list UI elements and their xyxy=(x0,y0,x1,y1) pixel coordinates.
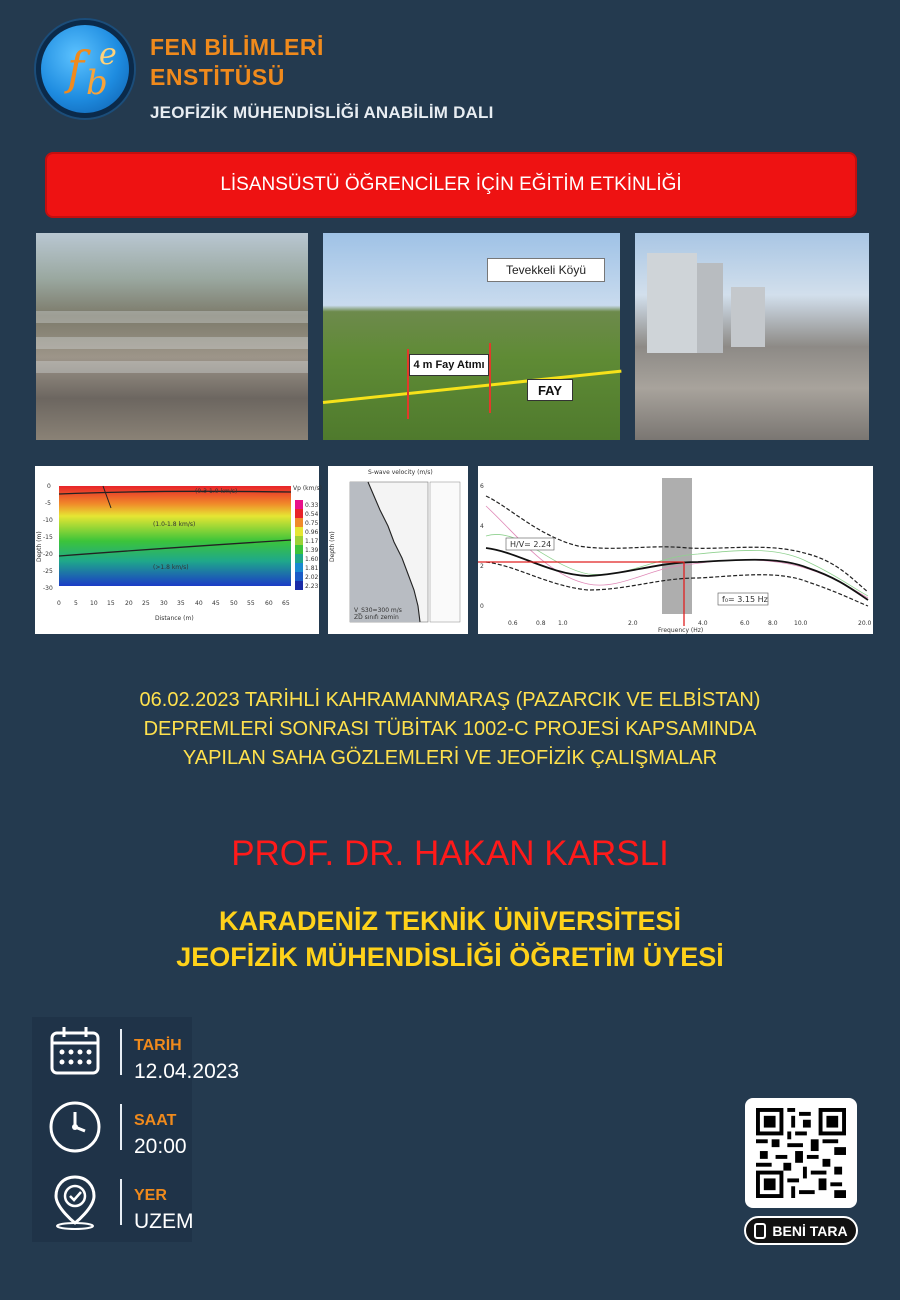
vs-profile-svg xyxy=(328,466,468,634)
building xyxy=(731,287,765,347)
x-tick: 0.8 xyxy=(536,620,546,627)
y-tick: -25 xyxy=(43,568,53,575)
velocity-section-svg xyxy=(35,466,322,634)
y-tick: -10 xyxy=(43,517,53,524)
x-tick: 10.0 xyxy=(794,620,808,627)
place-value: UZEM xyxy=(134,1210,194,1233)
calendar-icon xyxy=(46,1023,104,1081)
info-row-time xyxy=(32,1098,272,1168)
strata-band xyxy=(36,361,308,373)
project-line: YAPILAN SAHA GÖZLEMLERİ VE JEOFİZİK ÇALIŞMALAR xyxy=(182,747,718,769)
affiliation-line: KARADENİZ TEKNİK ÜNİVERSİTESİ xyxy=(218,906,682,936)
legend-value: 1.39 xyxy=(305,547,319,554)
time-label: SAAT xyxy=(134,1112,177,1129)
info-row-date xyxy=(32,1023,272,1093)
x-tick: 35 xyxy=(177,600,185,607)
place-label: YER xyxy=(134,1187,167,1204)
institute-line-1: FEN BİLİMLERİ xyxy=(150,34,324,60)
hv-x-axis-label: Frequency (Hz) xyxy=(658,627,704,634)
village-label: Tevekkeli Köyü xyxy=(487,258,605,282)
offset-label: 4 m Fay Atımı xyxy=(409,354,489,376)
legend-value: 1.81 xyxy=(305,565,319,572)
speaker-affiliation xyxy=(0,903,900,975)
x-tick: 45 xyxy=(212,600,220,607)
x-tick: 1.0 xyxy=(558,620,568,627)
speaker-name: PROF. DR. HAKAN KARSLI xyxy=(231,834,669,873)
section-x-ticks xyxy=(57,600,290,607)
x-tick: 55 xyxy=(247,600,255,607)
clock-icon xyxy=(46,1098,104,1156)
section-y-ticks xyxy=(43,483,53,592)
photo-collapsed-buildings xyxy=(635,233,869,440)
x-tick: 30 xyxy=(160,600,168,607)
legend-value: 0.75 xyxy=(305,520,319,527)
layer-label: (>1.8 km/s) xyxy=(153,564,189,571)
x-tick: 8.0 xyxy=(768,620,778,627)
info-row-place xyxy=(32,1173,272,1243)
x-tick: 65 xyxy=(282,600,290,607)
project-line: DEPREMLERİ SONRASI TÜBİTAK 1002-C PROJESİ KAPSAMINDA xyxy=(143,718,757,740)
hv-x-ticks xyxy=(508,620,872,627)
fault-label: FAY xyxy=(527,379,573,401)
logo-letters xyxy=(41,25,129,113)
x-tick: 40 xyxy=(195,600,203,607)
info-divider xyxy=(120,1104,122,1150)
legend-value: 2.23 xyxy=(305,583,319,590)
legend-value: 0.96 xyxy=(305,529,319,536)
profile-y-axis-label: Depth (m) xyxy=(329,531,336,562)
y-tick: -30 xyxy=(43,585,53,592)
project-line: 06.02.2023 TARİHLİ KAHRAMANMARAŞ (PAZARCIK VE ELBİSTAN) xyxy=(139,689,761,711)
date-label: TARİH xyxy=(134,1037,182,1054)
affiliation-line: JEOFİZİK MÜHENDİSLİĞİ ÖĞRETİM ÜYESİ xyxy=(176,942,724,972)
scan-me-badge xyxy=(744,1216,858,1245)
y-tick: 2 xyxy=(480,563,484,570)
frequency-band xyxy=(662,478,692,614)
info-divider xyxy=(120,1029,122,1075)
hv-svg xyxy=(478,466,873,634)
velocity-section-figure xyxy=(35,466,322,634)
qr-code-pattern xyxy=(755,1108,847,1198)
location-pin-icon xyxy=(46,1173,104,1231)
photo-fault-scarp xyxy=(36,233,308,440)
y-tick: -20 xyxy=(43,551,53,558)
y-tick: 6 xyxy=(480,483,484,490)
x-tick: 10 xyxy=(90,600,98,607)
project-title xyxy=(0,686,900,773)
logo-letter-b: b xyxy=(86,63,108,103)
building xyxy=(647,253,697,353)
info-divider xyxy=(120,1179,122,1225)
y-tick: 0 xyxy=(47,483,51,490)
layer-label: (0.3-1.0 km/s) xyxy=(195,488,238,495)
x-tick: 50 xyxy=(230,600,238,607)
profile-title: S-wave velocity (m/s) xyxy=(368,469,433,476)
vs-profile-figure xyxy=(328,466,468,634)
x-tick: 25 xyxy=(142,600,150,607)
y-tick: 4 xyxy=(480,523,484,530)
logo-letter-f: f xyxy=(67,41,85,95)
velocity-legend xyxy=(293,485,322,590)
section-x-axis-label: Distance (m) xyxy=(155,615,194,622)
y-tick: -15 xyxy=(43,534,53,541)
layer-label: (1.0-1.8 km/s) xyxy=(153,521,196,528)
legend-value: 1.60 xyxy=(305,556,319,563)
hv-peak-label: H/V= 2.24 xyxy=(510,540,552,549)
legend-value: 0.54 xyxy=(305,511,319,518)
x-tick: 60 xyxy=(265,600,273,607)
institute-line-2: ENSTİTÜSÜ xyxy=(150,64,285,90)
legend-value: 1.17 xyxy=(305,538,319,545)
x-tick: 6.0 xyxy=(740,620,750,627)
offset-marker xyxy=(489,343,491,413)
x-tick: 2.0 xyxy=(628,620,638,627)
vs30-label: V_S30=300 m/s xyxy=(354,607,402,614)
time-value: 20:00 xyxy=(134,1135,187,1158)
strata-band xyxy=(36,311,308,323)
institute-title xyxy=(150,32,324,92)
y-tick: -5 xyxy=(45,500,51,507)
y-tick: 0 xyxy=(480,603,484,610)
x-tick: 15 xyxy=(107,600,115,607)
x-tick: 20 xyxy=(125,600,133,607)
date-value: 12.04.2023 xyxy=(134,1060,240,1083)
f0-label: f₀= 3.15 Hz xyxy=(722,595,768,604)
section-y-axis-label: Depth (m) xyxy=(36,531,43,562)
hv-spectral-ratio-figure xyxy=(478,466,873,634)
legend-title: Vp (km/s) xyxy=(293,485,322,492)
x-tick: 20.0 xyxy=(858,620,872,627)
phone-icon xyxy=(754,1223,766,1239)
legend-value: 0.33 xyxy=(305,502,319,509)
hv-y-ticks xyxy=(480,483,484,610)
strata-band xyxy=(36,337,308,349)
velocity-field xyxy=(59,486,291,586)
profile-table xyxy=(430,482,460,622)
photo-fault-offset xyxy=(323,233,620,440)
x-tick: 5 xyxy=(74,600,78,607)
fbe-logo xyxy=(36,20,134,118)
department-name: JEOFİZİK MÜHENDİSLİĞİ ANABİLİM DALI xyxy=(150,103,494,122)
scan-me-label: BENİ TARA xyxy=(772,1222,848,1239)
logo-letter-e: e xyxy=(99,37,117,72)
x-tick: 0.6 xyxy=(508,620,518,627)
event-info-panel xyxy=(32,1017,240,1242)
building xyxy=(697,263,723,353)
legend-value: 2.02 xyxy=(305,574,319,581)
soil-class-label: ZD sınıfı zemin xyxy=(354,614,399,621)
event-banner: LİSANSÜSTÜ ÖĞRENCİLER İÇİN EĞİTİM ETKİNLİĞİ xyxy=(45,152,857,218)
x-tick: 0 xyxy=(57,600,61,607)
qr-code[interactable] xyxy=(745,1098,857,1208)
x-tick: 4.0 xyxy=(698,620,708,627)
